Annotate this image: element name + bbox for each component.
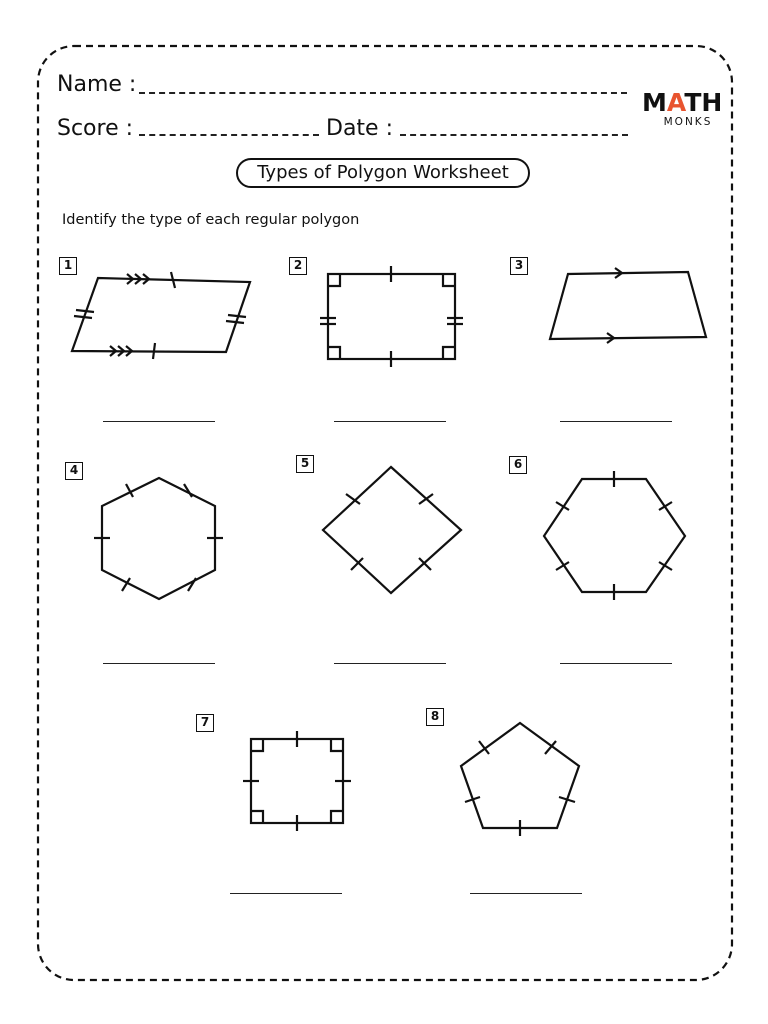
problem-number-1: 1 [59, 257, 77, 275]
worksheet-title: Types of Polygon Worksheet [236, 158, 530, 188]
problem-number-3: 3 [510, 257, 528, 275]
problem-number-2: 2 [289, 257, 307, 275]
hexagon-figure-4 [94, 478, 223, 599]
parallelogram-figure [72, 272, 250, 359]
problem-number-8: 8 [426, 708, 444, 726]
pentagon-figure [461, 723, 579, 836]
problem-number-4: 4 [65, 462, 83, 480]
rhombus-figure [323, 467, 461, 593]
rectangle-figure [320, 266, 463, 367]
logo-subtitle: MONKS [663, 116, 713, 128]
logo-letters-th: TH [684, 88, 723, 117]
square-figure [243, 731, 351, 831]
instructions-text: Identify the type of each regular polygon [62, 212, 360, 228]
name-label: Name : [57, 72, 137, 97]
logo-letter-m: M [642, 88, 667, 117]
hexagon-figure-6 [544, 471, 685, 600]
problem-number-6: 6 [509, 456, 527, 474]
logo-accent-letter: A [666, 88, 685, 117]
score-label: Score : [57, 116, 134, 141]
problem-number-5: 5 [296, 455, 314, 473]
problem-number-7: 7 [196, 714, 214, 732]
trapezoid-figure [550, 268, 706, 343]
date-label: Date : [326, 116, 393, 141]
